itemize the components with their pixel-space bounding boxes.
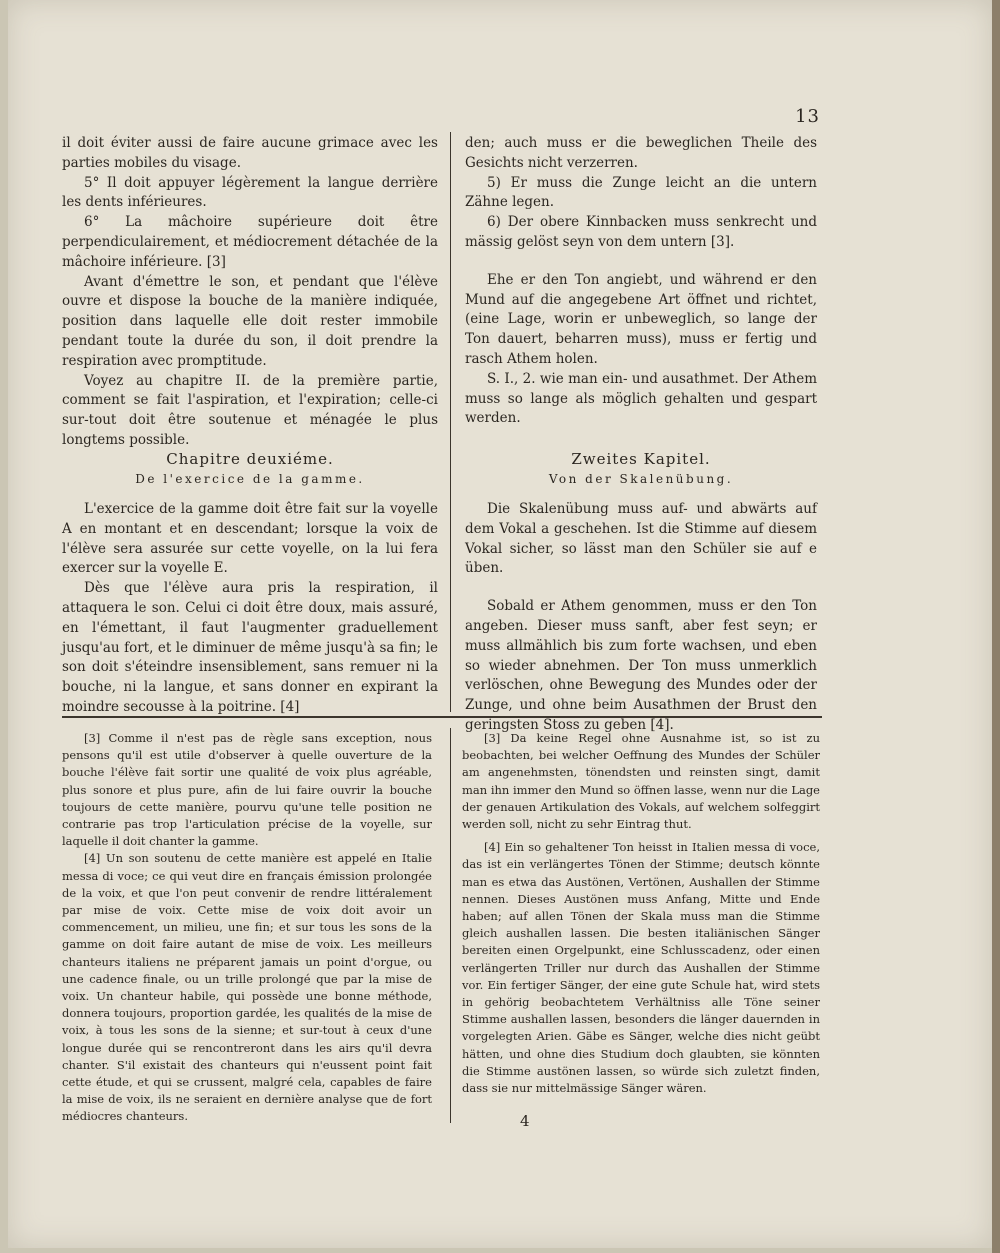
paragraph: 5) Er muss die Zunge leicht an die untern Zähne legen. [465,174,817,211]
paragraph: S. I., 2. wie man ein- und ausathmet. Der Athem muss so lange als möglich gehalten und gespart werden. [465,370,817,427]
paragraph: Ehe er den Ton angiebt, und während er den Mund auf die angegebene Art öffnet und richtet, (eine Lage, worin er unbeweglich, so lange der Ton dauert, beharren muss), muss er fertig und rasch Athem holen. [465,271,817,367]
paragraph: L'exercice de la gamme doit être fait sur la voyelle A en montant et en descendant; lorsque la voix de l'élève sera assurée sur cette voyelle, on la lui fera exercer sur la voyelle E. [62,501,438,577]
column-divider [450,132,451,712]
paragraph: Dès que l'élève aura pris la respiration, il attaquera le son. Celui ci doit être doux, mais assuré, en l'émettant, il faut l'augmenter graduellement jusqu'au fort, et le diminuer de même jusqu'à sa fin; le son doit s'éteindre insensiblement, sans remuer ni la bouche, ni la langue, et sans donner en expirant la moindre secousse à la poitrine. [4] [62,580,438,715]
right-column-top [465,134,817,429]
paragraph: Die Skalenübung muss auf- und abwärts auf dem Vokal a geschehen. Ist die Stimme auf diesem Vokal sicher, so lässt man den Schüler sie auf e üben. [465,501,817,577]
paragraph: 5° Il doit appuyer légèrement la langue derrière les dents inférieures. [62,174,438,211]
left-footnotes [62,730,432,1126]
paragraph: Voyez au chapitre II. de la première partie, comment se fait l'aspiration, et l'expiration; celle-ci sur-tout doit être soutenue et ménagée le plus longtems possible. [62,372,438,448]
right-footnotes [462,730,820,1097]
chapter-title: Zweites Kapitel. [571,450,711,468]
notes-column-divider [450,728,451,1123]
signature-mark: 4 [520,1112,530,1130]
paragraph: il doit éviter aussi de faire aucune grimace avec les parties mobiles du visage. [62,135,438,171]
footnote: [4] Un son soutenu de cette manière est appelé en Italie messa di voce; ce qui veut dire en français émission prolongée de la voix, et que l'on peut convenir de rendre littéralement par mise de voix. Cette mise de voix doit avoir un commencement, un milieu, une fin; et sur tous les sons de la gamme on doit faire autant de mise de voix. Les meilleurs chanteurs italiens ne préparent jamais un point d'orgue, ou une cadence finale, ou un trille prolongé que par la mise de voix. Un chanteur habile, qui possède une bonne méthode, donnera toujours, proportion gardée, les qualités de la mise de voix, à tous les sons de la sienne; et sur-tout à ceux d'une longue durée qui se rencontreront dans les airs qu'il devra chanter. S'il existait des chanteurs qui n'eussent point fait cette étude, et qui se crussent, malgré cela, capables de faire la mise de voix, ils ne seraient en dernière analyse que de fort médiocres chanteurs. [62,851,432,1124]
left-chapter-body [62,500,438,718]
paragraph: 6° La mâchoire supérieure doit être perpendiculairement, et médiocrement détachée de la mâchoire inférieure. [3] [62,214,438,270]
chapter-title: Chapitre deuxiéme. [166,450,334,468]
chapter-heading-fr [62,450,438,486]
left-column-top [62,134,438,451]
page-edge [992,0,1000,1253]
chapter-subtitle: Von der Skalenübung. [548,472,734,486]
footnote: [3] Comme il n'est pas de règle sans exception, nous pensons qu'il est utile d'observer à quelle ouverture de la bouche l'élève fait sortir une qualité de voix plus agréable, plus sonore et plus pure, afin de lui faire ouvrir la bouche toujours de cette manière, pourvu qu'une telle position ne contrarie pas trop l'articulation précise de la voyelle, sur laquelle il doit chanter la gamme. [62,731,432,849]
chapter-subtitle: De l'exercice de la gamme. [135,472,365,486]
footnote: [4] Ein so gehaltener Ton heisst in Italien messa di voce, das ist ein verlängertes Tönen der Stimme; deutsch könnte man es etwa das Austönen, Vertönen, Aushallen der Stimme nennen. Dieses Austönen muss Anfang, Mitte und Ende haben; auf allen Tönen der Skala muss man die Stimme gleich aushallen lassen. Die besten italiänischen Sänger bereiten einen Orgelpunkt, eine Schlusscadenz, oder einen verlängerten Triller nur durch das Aushallen der Stimme vor. Ein fertiger Sänger, der eine gute Schule hat, wird stets in gehörig beobachtetem Verhältniss alle Töne seiner Stimme aushallen lassen, besonders die länger dauernden in vorgelegten Arien. Gäbe es Sänger, welche dies nicht geübt hätten, und ohne dies Studium doch glaubten, sie könnten die Stimme austönen lassen, so würde sich zuletzt finden, dass sie nur mittelmässige Sänger wären. [462,840,820,1096]
paragraph: Sobald er Athem genommen, muss er den Ton angeben. Dieser muss sanft, aber fest seyn; er muss allmählich bis zum forte wachsen, und eben so wieder abnehmen. Der Ton muss unmerklich verlöschen, ohne Bewegung des Mundes oder der Zunge, und ohne beim Ausathmen der Brust den geringsten Stoss zu geben [4]. [465,598,817,733]
paragraph: 6) Der obere Kinnbacken muss senkrecht und mässig gelöst seyn von dem untern [3]. [465,214,817,250]
paragraph: Avant d'émettre le son, et pendant que l'élève ouvre et dispose la bouche de la manière indiquée, position dans laquelle elle doit rester immobile pendant toute la durée du son, il doit prendre la respiration avec promptitude. [62,273,438,369]
chapter-heading-de [465,450,817,486]
right-chapter-body [465,500,817,736]
footnote: [3] Da keine Regel ohne Ausnahme ist, so ist zu beobachten, bei welcher Oeffnung des Mundes der Schüler am angenehmsten, tönendsten und reinsten singt, damit man ihn immer den Mund so öffnen lasse, wenn nur die Lage der genauen Artikulation des Vokals, auf welchem solfeggirt werden soll, nicht zu sehr Eintrag thut. [462,731,820,832]
paragraph: den; auch muss er die beweglichen Theile des Gesichts nicht verzerren. [465,135,817,171]
page-number: 13 [795,106,820,127]
